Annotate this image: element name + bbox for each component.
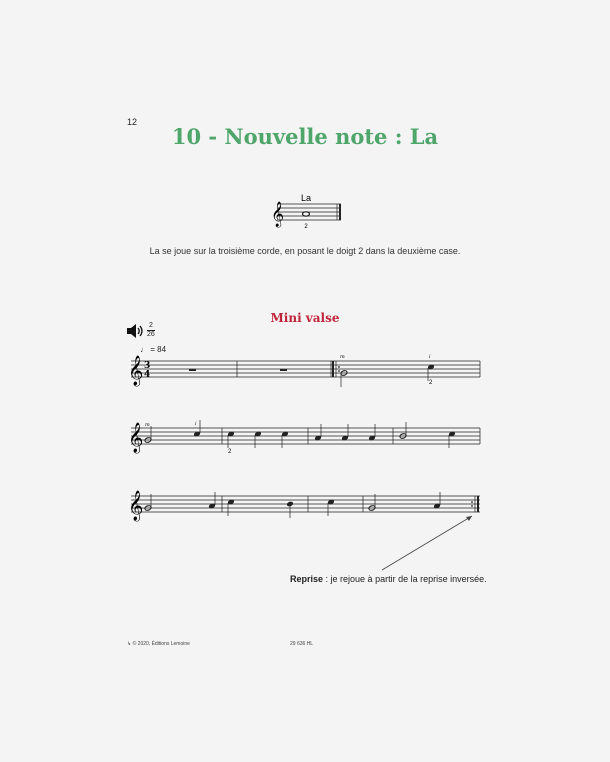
note [368,424,376,441]
note [399,422,407,439]
note [368,494,376,511]
footer-code: 29 636 HL [290,641,314,647]
page-number: 12 [127,117,138,127]
reprise-text: : je rejoue à partir de la reprise inversée. [323,574,487,584]
footer-copyright [127,641,190,647]
note [254,431,262,448]
note [286,501,294,518]
svg-text:m: m [340,354,345,360]
note-box-label: La [300,193,312,203]
treble-clef-icon: 𝄞 [128,423,144,453]
svg-text:i: i [429,354,431,360]
page-title: 10 - Nouvelle note : La [171,124,439,149]
svg-text:2: 2 [429,380,433,386]
description: La se joue sur la troisième corde, en posant le doigt 2 dans la deuxième case. [149,246,461,256]
note [448,431,456,448]
svg-text:2: 2 [228,449,232,455]
reprise-arrow [382,516,472,570]
reprise-note [290,574,487,584]
publisher-logo-icon: ↳ [127,641,133,647]
staff-2 [131,428,480,444]
note [433,492,441,509]
note [327,499,335,516]
note-box-finger: 2 [304,224,308,230]
note [340,354,348,387]
time-sig-bottom: 4 [144,370,151,380]
note [208,492,216,509]
note [281,431,289,448]
time-sig-top: 3 [144,361,151,371]
note [427,354,435,386]
tempo-marking: ♩ = 84 [140,345,167,354]
note [227,499,235,516]
svg-text:i: i [195,421,197,427]
footer-copyright-text: © 2020, Éditions Lemoine [132,641,190,647]
treble-clef-icon: 𝄞 [128,491,144,521]
note [227,431,235,455]
note [144,494,152,511]
piece-title: Mini valse [270,311,340,325]
staff-3 [131,496,480,512]
note [193,420,201,437]
rest [280,369,287,371]
svg-text:m: m [145,422,150,428]
track-bottom: 26 [147,331,155,338]
treble-clef-icon: 𝄞 [271,202,285,227]
note [314,424,322,441]
note [341,424,349,441]
rest [189,369,196,371]
treble-clef-icon: 𝄞 [128,356,144,386]
reprise-label: Reprise [290,574,324,584]
track-top: 2 [148,322,153,329]
